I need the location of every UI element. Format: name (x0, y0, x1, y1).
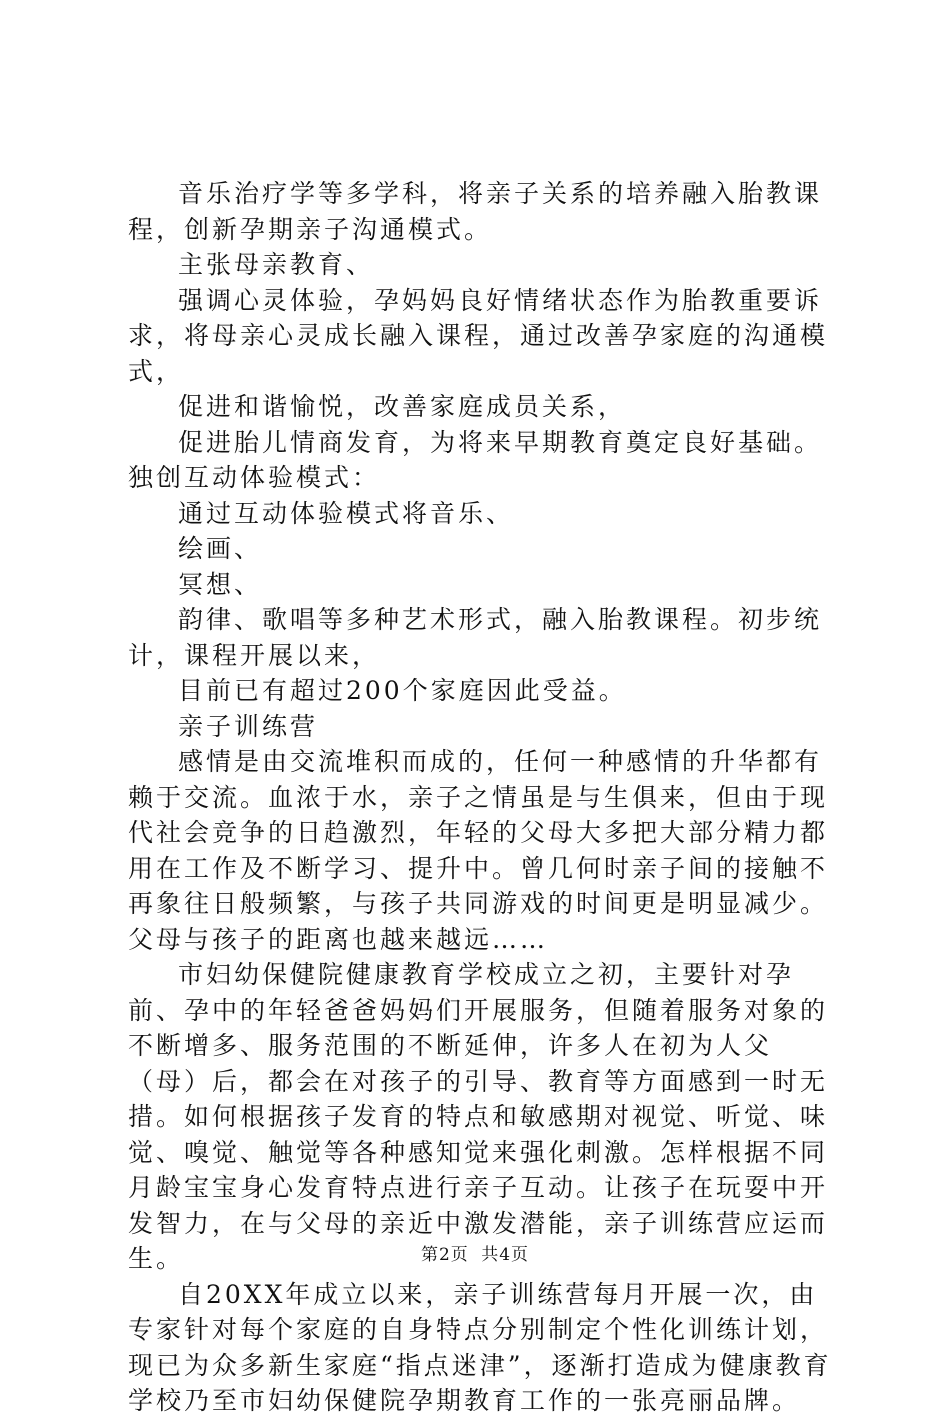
paragraph: 韵律、歌唱等多种艺术形式，融入胎教课程。初步统计，课程开展以来， (128, 605, 823, 670)
page-number: 第2页 (420, 1245, 469, 1265)
paragraph: 音乐治疗学等多学科，将亲子关系的培养融入胎教课程，创新孕期亲子沟通模式。 (128, 179, 823, 244)
paragraph: 自20XX年成立以来，亲子训练营每月开展一次，由专家针对每个家庭的自身特点分别制定个性化训练计划，现已为众多新生家庭“指点迷津”，逐渐打造成为健康教育学校乃至市妇幼保健院孕期教育工作的一张亮丽品牌。 (128, 1279, 832, 1415)
section-heading: 亲子训练营 (178, 711, 319, 741)
paragraph: 目前已有超过200个家庭因此受益。 (178, 676, 627, 705)
page-total: 共4页 (481, 1245, 530, 1265)
paragraph: 感情是由交流堆积而成的，任何一种感情的升华都有赖于交流。血浓于水，亲子之情虽是与生俱来，但由于现代社会竞争的日趋激烈，年轻的父母大多把大部分精力都用在工作及不断学习、提升中。曾几何时亲子间的接触不再象往日般频繁，与孩子共同游戏的时间更是明显减少。父母与孩子的距离也越来越远…… (128, 747, 829, 954)
paragraph: 市妇幼保健院健康教育学校成立之初，主要针对孕前、孕中的年轻爸爸妈妈们开展服务，但随着服务对象的不断增多、服务范围的不断延伸，许多人在初为人父（母）后，都会在对孩子的引导、教育等方面感到一时无措。如何根据孩子发育的特点和敏感期对视觉、听觉、味觉、嗅觉、触觉等各种感知觉来强化刺激。怎样根据不同月龄宝宝身心发育特点进行亲子互动。让孩子在玩耍中开发智力，在与父母的亲近中激发潜能，亲子训练营应运而生。 (128, 960, 829, 1273)
paragraph: 绘画、 (178, 534, 263, 563)
paragraph: 强调心灵体验，孕妈妈良好情绪状态作为胎教重要诉求，将母亲心灵成长融入课程，通过改善孕家庭的沟通模式， (128, 285, 829, 386)
page-footer (0, 1240, 950, 1265)
paragraph: 促进胎儿情商发育，为将来早期教育奠定良好基础。独创互动体验模式： (128, 427, 823, 492)
paragraph: 促进和谐愉悦，改善家庭成员关系， (178, 392, 627, 421)
paragraph: 主张母亲教育、 (178, 250, 375, 279)
document-body (128, 176, 832, 1419)
paragraph: 通过互动体验模式将音乐、 (178, 498, 515, 528)
paragraph: 冥想、 (178, 569, 263, 599)
